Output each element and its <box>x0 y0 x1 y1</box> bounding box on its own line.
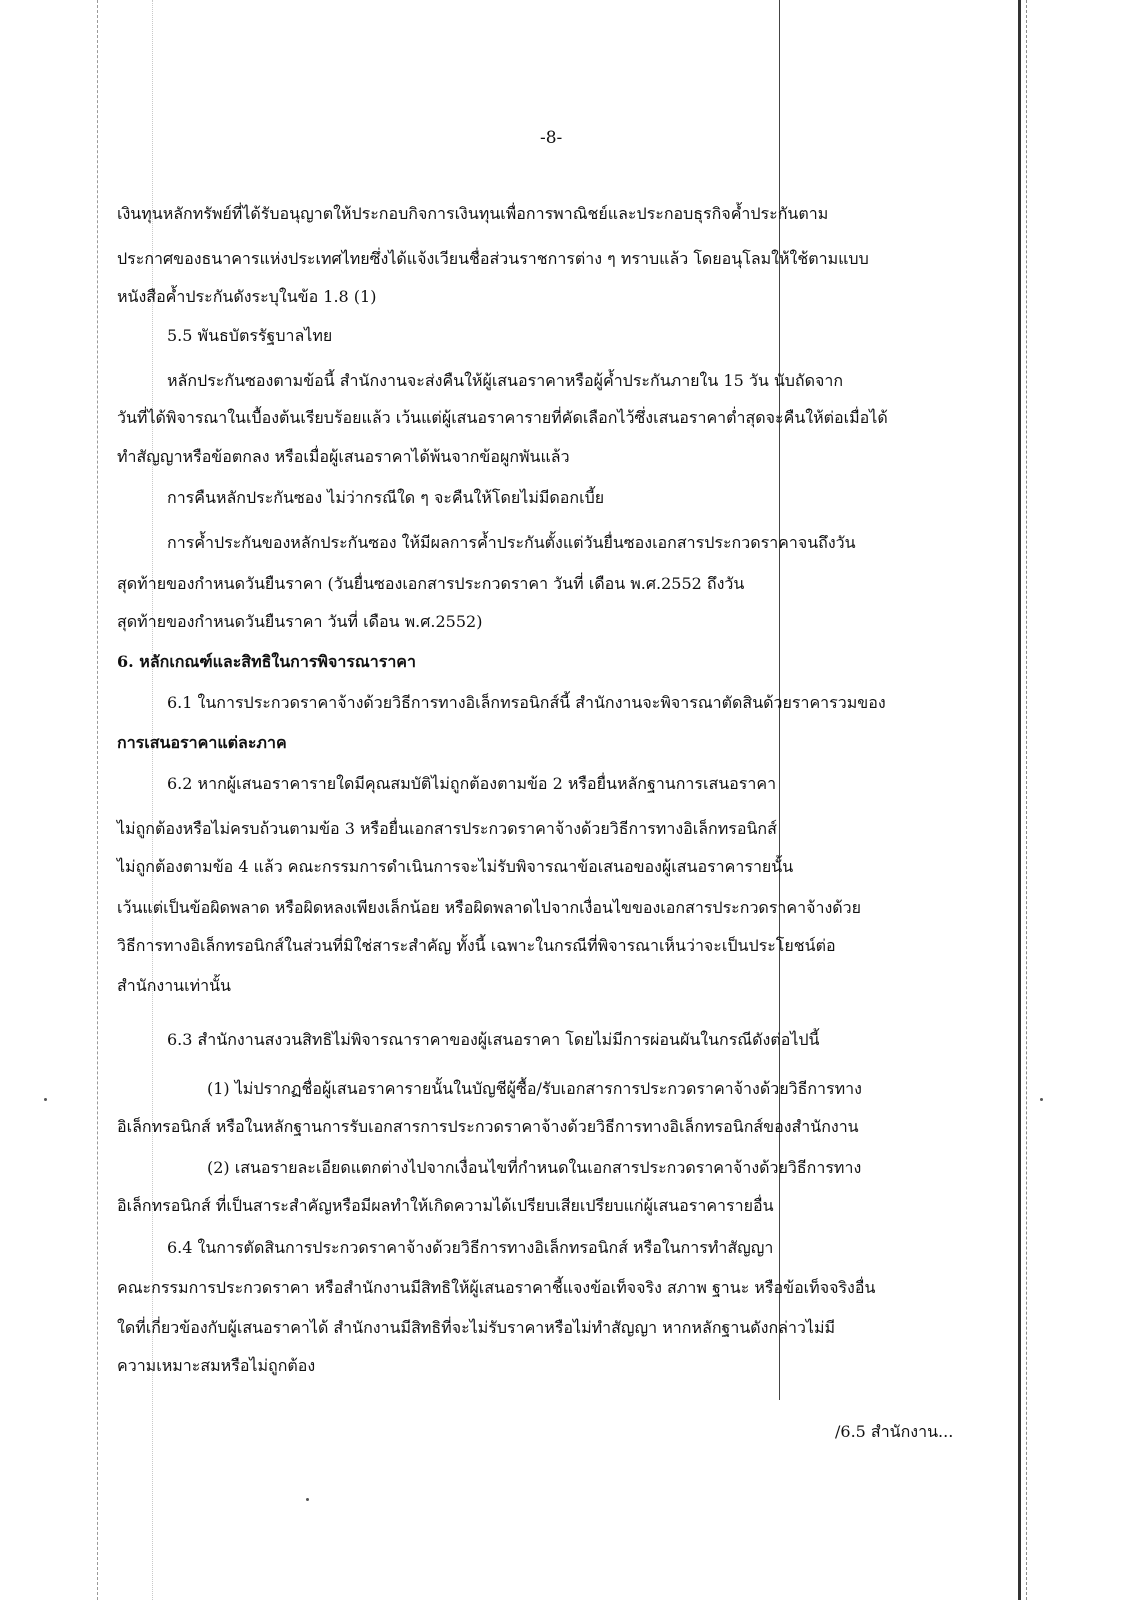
continuation-reference: /6.5 สำนักงาน... <box>835 1422 954 1441</box>
text-line: ประกาศของธนาคารแห่งประเทศไทยซึ่งได้แจ้งเวียนชื่อส่วนราชการต่าง ๆ ทราบแล้ว โดยอนุโลมให้ใช้ตามแบบ <box>117 249 869 268</box>
text-line: เงินทุนหลักทรัพย์ที่ได้รับอนุญาตให้ประกอบกิจการเงินทุนเพื่อการพาณิชย์และประกอบธุรกิจค้ำประกันตาม <box>117 204 829 223</box>
scan-line-right-faint <box>1026 0 1027 1600</box>
section-heading: 6. หลักเกณฑ์และสิทธิในการพิจารณาราคา <box>117 652 416 671</box>
text-line: วิธีการทางอิเล็กทรอนิกส์ในส่วนที่มิใช่สาระสำคัญ ทั้งนี้ เฉพาะในกรณีที่พิจารณาเห็นว่าจะเป็นประโยชน์ต่อ <box>117 936 836 955</box>
text-line: 6.3 สำนักงานสงวนสิทธิไม่พิจารณาราคาของผู้เสนอราคา โดยไม่มีการผ่อนผันในกรณีดังต่อไปนี้ <box>167 1030 820 1049</box>
text-line: การเสนอราคาแต่ละภาค <box>117 733 287 752</box>
text-line: อิเล็กทรอนิกส์ ที่เป็นสาระสำคัญหรือมีผลทำให้เกิดความได้เปรียบเสียเปรียบแก่ผู้เสนอราคารายอื่น <box>117 1196 774 1215</box>
page-number: -8- <box>540 128 563 148</box>
text-line: (2) เสนอรายละเอียดแตกต่างไปจากเงื่อนไขที่กำหนดในเอกสารประกวดราคาจ้างด้วยวิธีการทาง <box>207 1158 862 1177</box>
text-line: 6.1 ในการประกวดราคาจ้างด้วยวิธีการทางอิเล็กทรอนิกส์นี้ สำนักงานจะพิจารณาตัดสินด้วยราคารวมของ <box>167 693 886 712</box>
text-line: การคืนหลักประกันซอง ไม่ว่ากรณีใด ๆ จะคืนให้โดยไม่มีดอกเบี้ย <box>167 488 605 507</box>
text-line: ไม่ถูกต้องหรือไม่ครบถ้วนตามข้อ 3 หรือยื่นเอกสารประกวดราคาจ้างด้วยวิธีการทางอิเล็กทรอนิกส์ <box>117 819 777 838</box>
text-line: ไม่ถูกต้องตามข้อ 4 แล้ว คณะกรรมการดำเนินการจะไม่รับพิจารณาข้อเสนอของผู้เสนอราคารายนั้น <box>117 857 794 876</box>
scan-line-right <box>1018 0 1021 1600</box>
text-line: สุดท้ายของกำหนดวันยืนราคา (วันยื่นซองเอกสารประกวดราคา วันที่ เดือน พ.ศ.2552 ถึงวัน <box>117 574 745 593</box>
text-line: คณะกรรมการประกวดราคา หรือสำนักงานมีสิทธิให้ผู้เสนอราคาชี้แจงข้อเท็จจริง สภาพ ฐานะ หรือข้อเท็จจริงอื่น <box>117 1278 876 1297</box>
text-line: 5.5 พันธบัตรรัฐบาลไทย <box>167 326 333 345</box>
scan-line-left <box>97 0 98 1600</box>
text-line: การค้ำประกันของหลักประกันซอง ให้มีผลการค้ำประกันตั้งแต่วันยื่นซองเอกสารประกวดราคาจนถึงวัน <box>167 533 856 552</box>
scan-speck <box>44 1098 47 1101</box>
text-line: วันที่ได้พิจารณาในเบื้องต้นเรียบร้อยแล้ว เว้นแต่ผู้เสนอราคารายที่คัดเลือกไว้ซึ่งเสนอราคาต่ำสุดจะคืนให้ต่อเมื่อได้ <box>117 408 888 427</box>
text-line: ทำสัญญาหรือข้อตกลง หรือเมื่อผู้เสนอราคาได้พ้นจากข้อผูกพันแล้ว <box>117 447 570 466</box>
scan-speck <box>306 1498 309 1501</box>
text-line: อิเล็กทรอนิกส์ หรือในหลักฐานการรับเอกสารการประกวดราคาจ้างด้วยวิธีการทางอิเล็กทรอนิกส์ของสำนักงาน <box>117 1117 859 1136</box>
text-line: (1) ไม่ปรากฏชื่อผู้เสนอราคารายนั้นในบัญชีผู้ซื้อ/รับเอกสารการประกวดราคาจ้างด้วยวิธีการทาง <box>207 1079 862 1098</box>
text-line: ความเหมาะสมหรือไม่ถูกต้อง <box>117 1356 316 1375</box>
text-line: เว้นแต่เป็นข้อผิดพลาด หรือผิดหลงเพียงเล็กน้อย หรือผิดพลาดไปจากเงื่อนไขของเอกสารประกวดราคาจ้างด้วย <box>117 898 861 917</box>
text-line: ใดที่เกี่ยวข้องกับผู้เสนอราคาได้ สำนักงานมีสิทธิที่จะไม่รับราคาหรือไม่ทำสัญญา หากหลักฐานดังกล่าวไม่มี <box>117 1318 836 1337</box>
text-line: 6.2 หากผู้เสนอราคารายใดมีคุณสมบัติไม่ถูกต้องตามข้อ 2 หรือยื่นหลักฐานการเสนอราคา <box>167 774 777 793</box>
text-line: สุดท้ายของกำหนดวันยืนราคา วันที่ เดือน พ.ศ.2552) <box>117 612 483 631</box>
text-line: หนังสือค้ำประกันดังระบุในข้อ 1.8 (1) <box>117 287 377 306</box>
text-line: สำนักงานเท่านั้น <box>117 976 231 995</box>
scan-speck <box>1040 1098 1043 1101</box>
text-line: 6.4 ในการตัดสินการประกวดราคาจ้างด้วยวิธีการทางอิเล็กทรอนิกส์ หรือในการทำสัญญา <box>167 1238 774 1257</box>
text-line: หลักประกันซองตามข้อนี้ สำนักงานจะส่งคืนให้ผู้เสนอราคาหรือผู้ค้ำประกันภายใน 15 วัน นับถัดจาก <box>167 371 844 390</box>
